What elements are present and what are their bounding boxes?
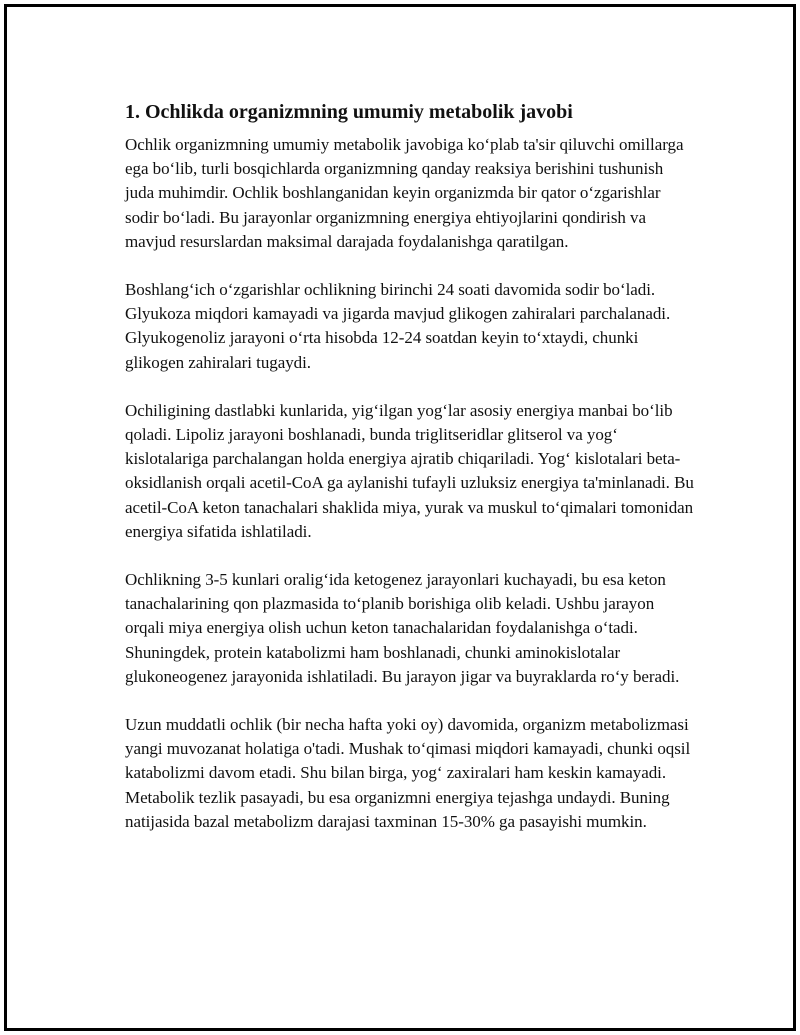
page-border-frame bbox=[4, 4, 796, 1031]
paragraph-ketogenesis: Ochlikning 3-5 kunlari oralig‘ida ketogenez jarayonlari kuchayadi, bu esa keton tanachalarining qon plazmasida to‘planib borishiga olib keladi. Ushbu jarayon orqali miya energiya olish uchun keton tanachalaridan foydalanishga o‘tadi. Shuningdek, protein katabolizmi ham boshlanadi, chunki aminokislotalar glukoneogenez jarayonida ishlatiladi. Bu jarayon jigar va buyraklarda ro‘y beradi. bbox=[125, 570, 680, 686]
section-heading: 1. Ochlikda organizmning umumiy metabolik javobi bbox=[125, 101, 573, 123]
paragraph-long-term-starvation: Uzun muddatli ochlik (bir necha hafta yoki oy) davomida, organizm metabolizmasi yangi muvozanat holatiga o'tadi. Mushak to‘qimasi miqdori kamayadi, chunki oqsil katabolizmi davom etadi. Shu bilan birga, yog‘ zaxiralari ham keskin kamayadi. Metabolik tezlik pasayadi, bu esa organizmni energiya tejashga undaydi. Buning natijasida bazal metabolizm darajasi taxminan 15-30% ga pasayishi mumkin. bbox=[125, 715, 691, 831]
document-body bbox=[125, 99, 695, 858]
paragraph-early-days-lipolysis: Ochiligining dastlabki kunlarida, yig‘ilgan yog‘lar asosiy energiya manbai bo‘lib qoladi. Lipoliz jarayoni boshlanadi, bunda triglitseridlar glitserol va yog‘ kislotalariga parchalangan holda energiya ajratib chiqariladi. Yog‘ kislotalari beta-oksidlanish orqali acetil-CoA ga aylanishi tufayli uzluksiz energiya ta'minlanadi. Bu acetil-CoA keton tanachalari shaklida miya, yurak va muskul to‘qimalari tomonidan energiya sifatida ishlatiladi. bbox=[125, 400, 694, 541]
paragraph-first-24-hours: Boshlang‘ich o‘zgarishlar ochlikning birinchi 24 soati davomida sodir bo‘ladi. Glyukoza miqdori kamayadi va jigarda mavjud glikogen zahiralari parchalanadi. Glyukogenoliz jarayoni o‘rta hisobda 12-24 soatdan keyin to‘xtaydi, chunki glikogen zahiralari tugaydi. bbox=[125, 280, 671, 372]
paragraph-intro: Ochlik organizmning umumiy metabolik javobiga ko‘plab ta'sir qiluvchi omillarga ega bo‘lib, turli bosqichlarda organizmning qanday reaksiya berishini tushunish juda muhimdir. Ochlik boshlanganidan keyin organizmda bir qator o‘zgarishlar sodir bo‘ladi. Bu jarayonlar organizmning energiya ehtiyojlarini qondirish va mavjud resurslardan maksimal darajada foydalanishga qaratilgan. bbox=[125, 135, 684, 251]
